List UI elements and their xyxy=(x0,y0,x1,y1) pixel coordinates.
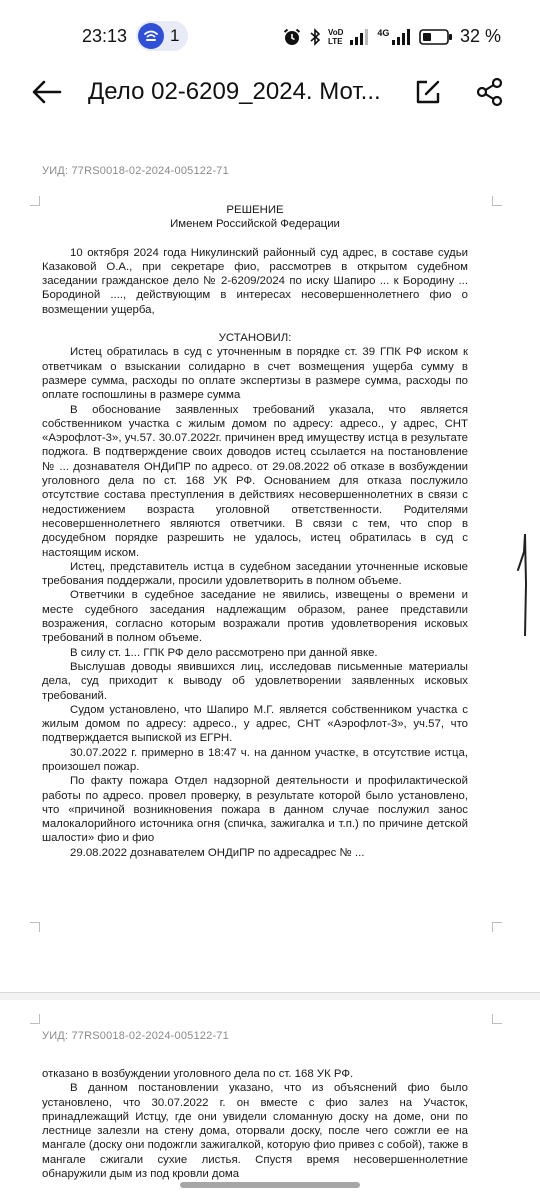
battery-percent: 32 % xyxy=(460,26,502,46)
paragraph: В силу ст. 1... ГПК РФ дело рассмотрено при данной явке. xyxy=(70,646,378,659)
paragraph: Выслушав доводы явившихся лиц, исследовав письменные материалы дела, суд приходит к выводу об удовлетворении заявленных исковых требований. xyxy=(42,660,468,702)
paragraph: Ответчики в судебное заседание не явились, извещены о времени и месте судебного заседания надлежащим образом, ранее представили возражения, согласно которым возражали против удовлетворения исковых требований в полном объеме. xyxy=(42,589,468,645)
document-text xyxy=(42,203,468,860)
intro-paragraph: 10 октября 2024 года Никулинский районный суд адрес, в составе судьи Казаковой О.А., при секретаре фио, рассмотрев в открытом судебном заседании гражданское дело № 2-6209/2024 по иску Шапиро ... к Бородину ... Бородиной ...., действующим в интересах несовершеннолетнего фио о возмещении ущерба, xyxy=(42,246,468,316)
crop-mark xyxy=(492,922,502,932)
paragraph: Истец, представитель истца в судебном заседании уточненные исковые требования поддержали, просили удовлетворить в полном объеме. xyxy=(42,560,468,588)
document-title: Дело 02-6209_2024. Мот... xyxy=(88,78,381,105)
document-uid: УИД: 77RS0018-02-2024-005122-71 xyxy=(42,1030,229,1042)
crop-mark xyxy=(30,196,40,206)
paragraph: В данном постановлении указано, что из объяснений фио было установлено, что 30.07.2022 г. он вместе с фио залез на Участок, принадлежащий Истцу, где они увидели сломанную доску на доме, они по лестнице залезли на стену дома, оторвали доску, после чего сожгли ее на мангале (доску они подожгли зажигалкой, которую фио привез с собой), также в мангале сжигали сухие листья. Спустя время несовершеннолетние обнаружили дым из под кровли дома xyxy=(42,1082,468,1181)
network-type-label: 4G xyxy=(377,28,390,38)
share-icon[interactable] xyxy=(474,76,506,108)
paragraph: В обоснование заявленных требований указала, что является собственником участка с жилым домом по адресу: адресо., у адрес, СНТ «Аэрофлот-3», уч.57. 30.07.2022г. причинен вред имуществу истца в результате поджога. В подтверждение своих доводов истец ссылается на постановление № ... дознавателя ОНДиПР по адресо. от 29.08.2022 об отказе в возбуждении уголовного дела по ст. 168 УК РФ. Основанием для отказа послужило отсутствие состава преступления в действиях несовершеннолетних в связи с недостижением возраста уголовной ответственности. Родителями несовершеннолетнего являются ответчики. В связи с тем, что спор в досудебном порядке разрешить не удалось, истец обратилась в суд с настоящим иском. xyxy=(42,403,468,559)
decision-subheading: Именем Российской Федерации xyxy=(170,218,340,231)
back-arrow-icon[interactable] xyxy=(30,76,64,108)
battery-icon xyxy=(419,28,453,46)
paragraph: По факту пожара Отдел надзорной деятельности и профилактической работы по адресо. провел проверку, в результате которой было установлено, что «причиной возникновения пожара в данном случае послужил занос малокалорийного источника огня (спичка, зажигалка и т.п.) по причине детской шалости» фио и фио xyxy=(42,775,468,845)
document-page-1[interactable] xyxy=(0,140,540,992)
paragraph: 29.08.2022 дознавателем ОНДиПР по адресадрес № ... xyxy=(70,846,365,859)
edit-icon[interactable] xyxy=(412,76,444,108)
crop-mark xyxy=(30,1014,40,1024)
crop-mark xyxy=(30,922,40,932)
paragraph: Судом установлено, что Шапиро М.Г. является собственником участка с жилым домом по адресу: адресо., у адрес, СНТ «Аэрофлот-3», уч.57, что подтверждается выпиской из ЕГРН. xyxy=(42,703,468,745)
established-heading: УСТАНОВИЛ: xyxy=(218,332,292,345)
decision-heading: РЕШЕНИЕ xyxy=(226,204,284,216)
signal-strength-icon xyxy=(349,28,371,46)
signal-strength-4g-icon xyxy=(391,28,413,46)
paragraph: отказано в возбуждении уголовного дела по ст. 168 УК РФ. xyxy=(42,1068,354,1080)
crop-mark xyxy=(492,1014,502,1024)
status-time: 23:13 xyxy=(82,26,128,46)
page-divider xyxy=(0,992,540,1000)
volte-label-bottom: LTE xyxy=(328,37,343,46)
bluetooth-icon xyxy=(308,27,322,47)
alarm-icon xyxy=(282,27,302,47)
volte-label-top: VoD xyxy=(328,28,344,37)
handwritten-mark xyxy=(514,524,534,636)
document-page-2[interactable] xyxy=(0,1000,540,1200)
notification-pill[interactable] xyxy=(136,21,188,51)
document-text xyxy=(42,1067,468,1195)
home-indicator[interactable] xyxy=(180,1182,360,1188)
paragraph: 30.07.2022 г. примерно в 18:47 ч. на данном участке, в отсутствие истца, произошел пожар. xyxy=(42,746,468,773)
paragraph: Истец обратилась в суд с уточненным в порядке ст. 39 ГПК РФ иском к ответчикам о взыскании солидарно в счет возмещения ущерба сумму в размере сумма, расходы по оплате экспертизы в размере сумма, расходы по оплате госпошлины в размере сумма xyxy=(42,346,468,402)
notification-app-icon xyxy=(138,23,164,49)
status-icons xyxy=(282,24,453,50)
notification-count: 1 xyxy=(170,26,180,45)
crop-mark xyxy=(492,196,502,206)
app-bar xyxy=(0,60,540,124)
volte-icon xyxy=(328,28,343,46)
document-uid: УИД: 77RS0018-02-2024-005122-71 xyxy=(42,165,229,177)
